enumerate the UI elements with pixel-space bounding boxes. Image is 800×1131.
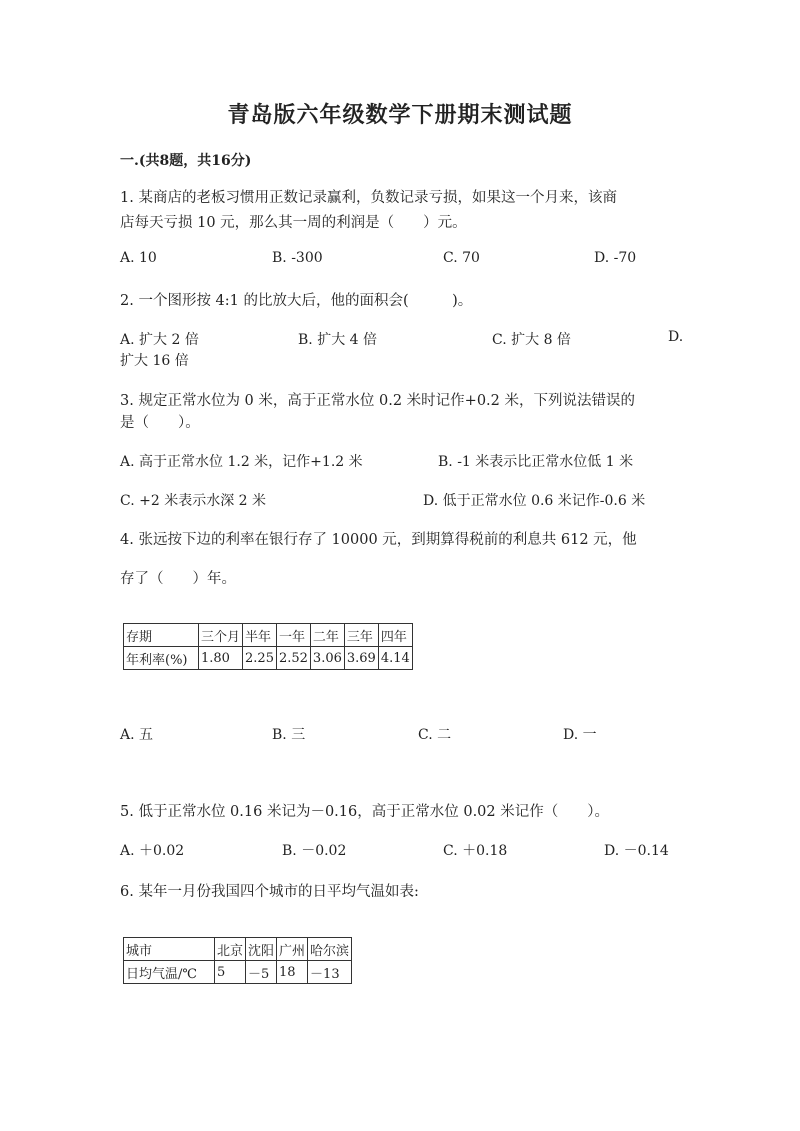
table-header-row (124, 938, 352, 961)
table-cell: －5 (246, 961, 277, 984)
q1-option-b: B. -300 (272, 250, 323, 266)
q5-option-c: C. ＋0.18 (443, 843, 508, 859)
q2-option-c: C. 扩大 8 倍 (492, 332, 571, 348)
table-cell: 北京 (215, 938, 246, 961)
q4-text-line2: 存了（ ）年。 (120, 571, 236, 587)
q1-option-c: C. 70 (443, 250, 480, 266)
q3-text-line1: 3. 规定正常水位为 0 米，高于正常水位 0.2 米时记作+0.2 米，下列说法错误的 (120, 393, 635, 409)
q1-text-line2: 店每天亏损 10 元，那么其一周的利润是（ ）元。 (120, 215, 467, 231)
q2-option-d-text: 扩大 16 倍 (120, 353, 189, 369)
table-cell: 18 (277, 961, 308, 984)
interest-rate-table (123, 623, 413, 670)
temperature-table (123, 937, 352, 984)
table-cell: 2.52 (276, 647, 310, 670)
table-cell: 广州 (277, 938, 308, 961)
table-cell: 日均气温/℃ (124, 961, 215, 984)
table-row (124, 961, 352, 984)
table-cell: 四年 (378, 624, 412, 647)
q5-option-a: A. ＋0.02 (120, 843, 185, 859)
table-cell: 5 (215, 961, 246, 984)
table-cell: 存期 (124, 624, 199, 647)
q3-option-a: A. 高于正常水位 1.2 米，记作+1.2 米 (120, 454, 363, 470)
table-cell: 2.25 (243, 647, 277, 670)
q3-option-c: C. +2 米表示水深 2 米 (120, 493, 267, 509)
q5-text: 5. 低于正常水位 0.16 米记为－0.16，高于正常水位 0.02 米记作（ ）。 (120, 804, 609, 820)
q1-option-a: A. 10 (120, 250, 157, 266)
q4-option-c: C. 二 (418, 727, 452, 743)
table-cell: 4.14 (378, 647, 412, 670)
q4-option-d: D. 一 (563, 727, 597, 743)
q5-option-b: B. －0.02 (282, 843, 347, 859)
q1-option-d: D. -70 (594, 250, 637, 266)
table-cell: 沈阳 (246, 938, 277, 961)
table-cell: 3.06 (310, 647, 344, 670)
table-cell: 年利率(%) (124, 647, 199, 670)
table-cell: 半年 (243, 624, 277, 647)
q3-text-line2: 是（ ）。 (120, 415, 200, 431)
table-cell: －13 (308, 961, 352, 984)
table-cell: 三年 (344, 624, 378, 647)
q6-text: 6. 某年一月份我国四个城市的日平均气温如表: (120, 884, 419, 900)
table-row (124, 647, 413, 670)
q4-option-a: A. 五 (120, 727, 154, 743)
q4-text-line1: 4. 张远按下边的利率在银行存了 10000 元，到期算得税前的利息共 612 元，他 (120, 532, 637, 548)
q2-option-d-label: D. (668, 329, 684, 345)
table-cell: 城市 (124, 938, 215, 961)
table-cell: 二年 (310, 624, 344, 647)
q2-option-b: B. 扩大 4 倍 (298, 332, 377, 348)
q2-option-a: A. 扩大 2 倍 (120, 332, 199, 348)
table-cell: 一年 (276, 624, 310, 647)
table-cell: 3.69 (344, 647, 378, 670)
table-header-row (124, 624, 413, 647)
q4-option-b: B. 三 (272, 727, 306, 743)
table-cell: 哈尔滨 (308, 938, 352, 961)
q3-option-b: B. -1 米表示比正常水位低 1 米 (438, 454, 634, 470)
table-cell: 三个月 (199, 624, 243, 647)
q5-option-d: D. －0.14 (604, 843, 669, 859)
page-title: 青岛版六年级数学下册期末测试题 (227, 102, 573, 128)
q1-text-line1: 1. 某商店的老板习惯用正数记录赢利，负数记录亏损，如果这一个月来，该商 (120, 190, 617, 206)
q3-option-d: D. 低于正常水位 0.6 米记作-0.6 米 (423, 493, 646, 509)
table-cell: 1.80 (199, 647, 243, 670)
q2-text: 2. 一个图形按 4:1 的比放大后，他的面积会( )。 (120, 293, 473, 309)
section-header: 一.(共8题，共16分) (120, 153, 252, 169)
